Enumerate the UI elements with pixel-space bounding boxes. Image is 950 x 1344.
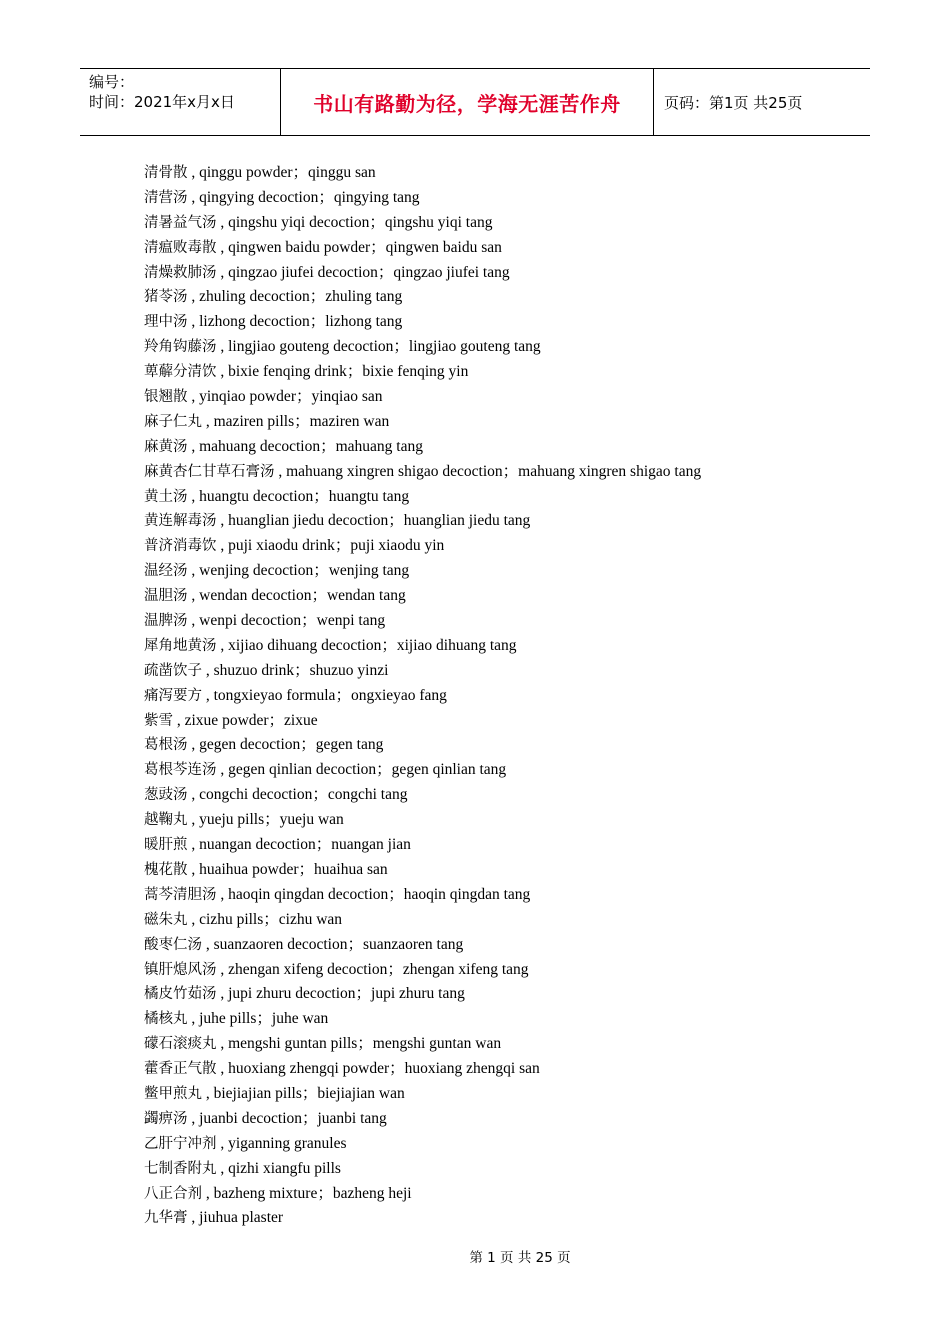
list-item <box>144 384 864 409</box>
formula-translation: , haoqin qingdan decoction；haoqin qingdan tang <box>216 885 531 903</box>
formula-chinese-name: 猪苓汤 <box>144 289 188 306</box>
formula-translation: , congchi decoction；congchi tang <box>187 786 408 804</box>
formula-chinese-name: 理中汤 <box>144 314 188 331</box>
formula-translation: , mahuang xingren shigao decoction；mahuang xingren shigao tang <box>274 462 702 480</box>
formula-translation: , maziren pills；maziren wan <box>202 412 390 430</box>
formula-chinese-name: 温脾汤 <box>144 613 188 630</box>
formula-chinese-name: 蒿芩清胆汤 <box>144 886 217 903</box>
formula-chinese-name: 磁朱丸 <box>144 911 188 928</box>
header-page-number: 页码：第1页 共25页 <box>664 93 803 112</box>
formula-translation: , yinqiao powder；yinqiao san <box>187 388 383 406</box>
formula-chinese-name: 葛根芩连汤 <box>144 762 217 779</box>
formula-translation: , wendan decoction；wendan tang <box>187 587 406 605</box>
formula-translation: , qinggu powder；qinggu san <box>187 164 376 181</box>
formula-chinese-name: 葱豉汤 <box>144 787 188 804</box>
formula-translation: , juanbi decoction；juanbi tang <box>187 1109 387 1127</box>
formula-chinese-name: 紫雪 <box>144 712 173 729</box>
formula-translation: , juhe pills；juhe wan <box>187 1010 329 1028</box>
formula-chinese-name: 温经汤 <box>144 563 188 580</box>
list-item <box>144 1031 864 1056</box>
list-item <box>144 508 864 533</box>
formula-chinese-name: 黄连解毒汤 <box>144 513 217 530</box>
formula-chinese-name: 鳖甲煎丸 <box>144 1085 202 1102</box>
list-item <box>144 583 864 608</box>
formula-translation: , jiuhua plaster <box>187 1209 284 1227</box>
formula-chinese-name: 乙肝宁冲剂 <box>144 1135 217 1152</box>
list-item <box>144 459 864 484</box>
list-item <box>144 533 864 558</box>
formula-chinese-name: 清燥救肺汤 <box>144 264 217 281</box>
header-slogan: 书山有路勤为径，学海无涯苦作舟 <box>281 69 654 135</box>
formula-chinese-name: 麻子仁丸 <box>144 413 202 430</box>
formula-translation: , wenjing decoction；wenjing tang <box>187 562 410 580</box>
list-item <box>144 932 864 957</box>
formula-translation: , jupi zhuru decoction；jupi zhuru tang <box>216 985 465 1003</box>
formula-chinese-name: 犀角地黄汤 <box>144 637 217 654</box>
list-item <box>144 1205 864 1230</box>
list-item <box>144 284 864 309</box>
list-item <box>144 608 864 633</box>
formula-chinese-name: 清瘟败毒散 <box>144 239 217 256</box>
list-item <box>144 1131 864 1156</box>
formula-chinese-name: 清暑益气汤 <box>144 214 217 231</box>
formula-chinese-name: 橘皮竹茹汤 <box>144 986 217 1003</box>
header-date: 时间：2021年x月x日 <box>89 93 235 111</box>
list-item <box>144 981 864 1006</box>
list-item <box>144 782 864 807</box>
list-item <box>144 757 864 782</box>
formula-chinese-name: 黄土汤 <box>144 488 188 505</box>
list-item <box>144 658 864 683</box>
formula-chinese-name: 礞石滚痰丸 <box>144 1036 217 1053</box>
formula-translation: , wenpi decoction；wenpi tang <box>187 612 386 630</box>
formula-translation: , huaihua powder；huaihua san <box>187 860 388 878</box>
list-item <box>144 359 864 384</box>
list-item <box>144 1181 864 1206</box>
formula-translation: , puji xiaodu drink；puji xiaodu yin <box>216 537 445 555</box>
list-item <box>144 708 864 733</box>
formula-chinese-name: 暖肝煎 <box>144 837 188 854</box>
formula-translation: , bixie fenqing drink；bixie fenqing yin <box>216 363 469 381</box>
list-item <box>144 957 864 982</box>
formula-chinese-name: 萆薢分清饮 <box>144 364 217 381</box>
formula-chinese-name: 痛泻要方 <box>144 687 202 704</box>
list-item <box>144 309 864 334</box>
formula-translation: , yiganning granules <box>216 1134 347 1152</box>
formula-translation: , qizhi xiangfu pills <box>216 1159 341 1177</box>
formula-translation: , qingying decoction；qingying tang <box>187 188 420 206</box>
list-item <box>144 260 864 285</box>
formula-translation: , qingshu yiqi decoction；qingshu yiqi tang <box>216 213 493 231</box>
formula-chinese-name: 越鞠丸 <box>144 812 188 829</box>
formula-chinese-name: 七制香附丸 <box>144 1160 217 1177</box>
formula-translation: , zhuling decoction；zhuling tang <box>187 288 403 306</box>
formula-chinese-name: 镇肝熄风汤 <box>144 961 217 978</box>
list-item <box>144 1156 864 1181</box>
list-item <box>144 558 864 583</box>
formula-translation: , lingjiao gouteng decoction；lingjiao gouteng tang <box>216 338 541 356</box>
formula-chinese-name: 麻黄汤 <box>144 438 188 455</box>
list-item <box>144 409 864 434</box>
list-item <box>144 907 864 932</box>
formula-translation: , mahuang decoction；mahuang tang <box>187 437 423 455</box>
formula-chinese-name: 橘核丸 <box>144 1011 188 1028</box>
list-item <box>144 882 864 907</box>
list-item <box>144 832 864 857</box>
header-code-label: 编号： <box>89 73 135 91</box>
formula-chinese-name: 八正合剂 <box>144 1185 202 1202</box>
formula-translation: , zhengan xifeng decoction；zhengan xifeng tang <box>216 960 529 978</box>
formula-translation: , qingzao jiufei decoction；qingzao jiufei tang <box>216 263 510 281</box>
formula-translation: , gegen decoction；gegen tang <box>187 736 384 754</box>
list-item <box>144 484 864 509</box>
list-item <box>144 807 864 832</box>
list-item <box>144 857 864 882</box>
list-item <box>144 683 864 708</box>
formula-chinese-name: 酸枣仁汤 <box>144 936 202 953</box>
formula-translation: , suanzaoren decoction；suanzaoren tang <box>202 935 464 953</box>
list-item <box>144 1081 864 1106</box>
formula-translation: , mengshi guntan pills；mengshi guntan wan <box>216 1035 502 1053</box>
formula-translation: , shuzuo drink；shuzuo yinzi <box>202 661 389 679</box>
header-meta <box>80 69 281 135</box>
list-item <box>144 1056 864 1081</box>
page-header <box>80 68 870 136</box>
formula-translation: , bazheng mixture；bazheng heji <box>202 1184 412 1202</box>
formula-translation: , lizhong decoction；lizhong tang <box>187 313 403 331</box>
formula-chinese-name: 蠲痹汤 <box>144 1110 188 1127</box>
list-item <box>144 434 864 459</box>
formula-chinese-name: 疏凿饮子 <box>144 662 202 679</box>
formula-translation: , xijiao dihuang decoction；xijiao dihuang tang <box>216 636 517 654</box>
list-item <box>144 334 864 359</box>
formula-translation: , huoxiang zhengqi powder；huoxiang zhengqi san <box>216 1060 540 1078</box>
formula-translation: , huanglian jiedu decoction；huanglian jiedu tang <box>216 512 531 530</box>
formula-chinese-name: 清营汤 <box>144 189 188 206</box>
formula-translation: , zixue powder；zixue <box>173 711 318 729</box>
list-item <box>144 1006 864 1031</box>
formula-chinese-name: 羚角钩藤汤 <box>144 339 217 356</box>
formula-translation: , cizhu pills；cizhu wan <box>187 910 343 928</box>
formula-chinese-name: 普济消毒饮 <box>144 538 217 555</box>
formula-chinese-name: 温胆汤 <box>144 588 188 605</box>
formula-translation: , huangtu decoction；huangtu tang <box>187 487 410 505</box>
formula-chinese-name: 银翘散 <box>144 389 188 406</box>
formula-translation: , nuangan decoction；nuangan jian <box>187 836 411 854</box>
formula-chinese-name: 葛根汤 <box>144 737 188 754</box>
formula-translation: , gegen qinlian decoction；gegen qinlian tang <box>216 761 507 779</box>
formula-chinese-name: 九华膏 <box>144 1210 188 1227</box>
formula-translation: , biejiajian pills；biejiajian wan <box>202 1084 405 1102</box>
list-item <box>144 160 864 185</box>
list-item <box>144 1106 864 1131</box>
list-item <box>144 235 864 260</box>
list-item <box>144 732 864 757</box>
formula-translation: , yueju pills；yueju wan <box>187 811 344 829</box>
list-item <box>144 185 864 210</box>
formula-chinese-name: 清骨散 <box>144 165 188 181</box>
list-item <box>144 633 864 658</box>
formula-chinese-name: 槐花散 <box>144 861 188 878</box>
formula-translation: , qingwen baidu powder；qingwen baidu san <box>216 238 502 256</box>
formula-translation: , tongxieyao formula；ongxieyao fang <box>202 686 447 704</box>
page-footer: 第 1 页 共 25 页 <box>469 1250 571 1266</box>
formula-chinese-name: 麻黄杏仁甘草石膏汤 <box>144 463 275 480</box>
list-item <box>144 210 864 235</box>
formula-list <box>144 160 864 1230</box>
formula-chinese-name: 藿香正气散 <box>144 1061 217 1078</box>
